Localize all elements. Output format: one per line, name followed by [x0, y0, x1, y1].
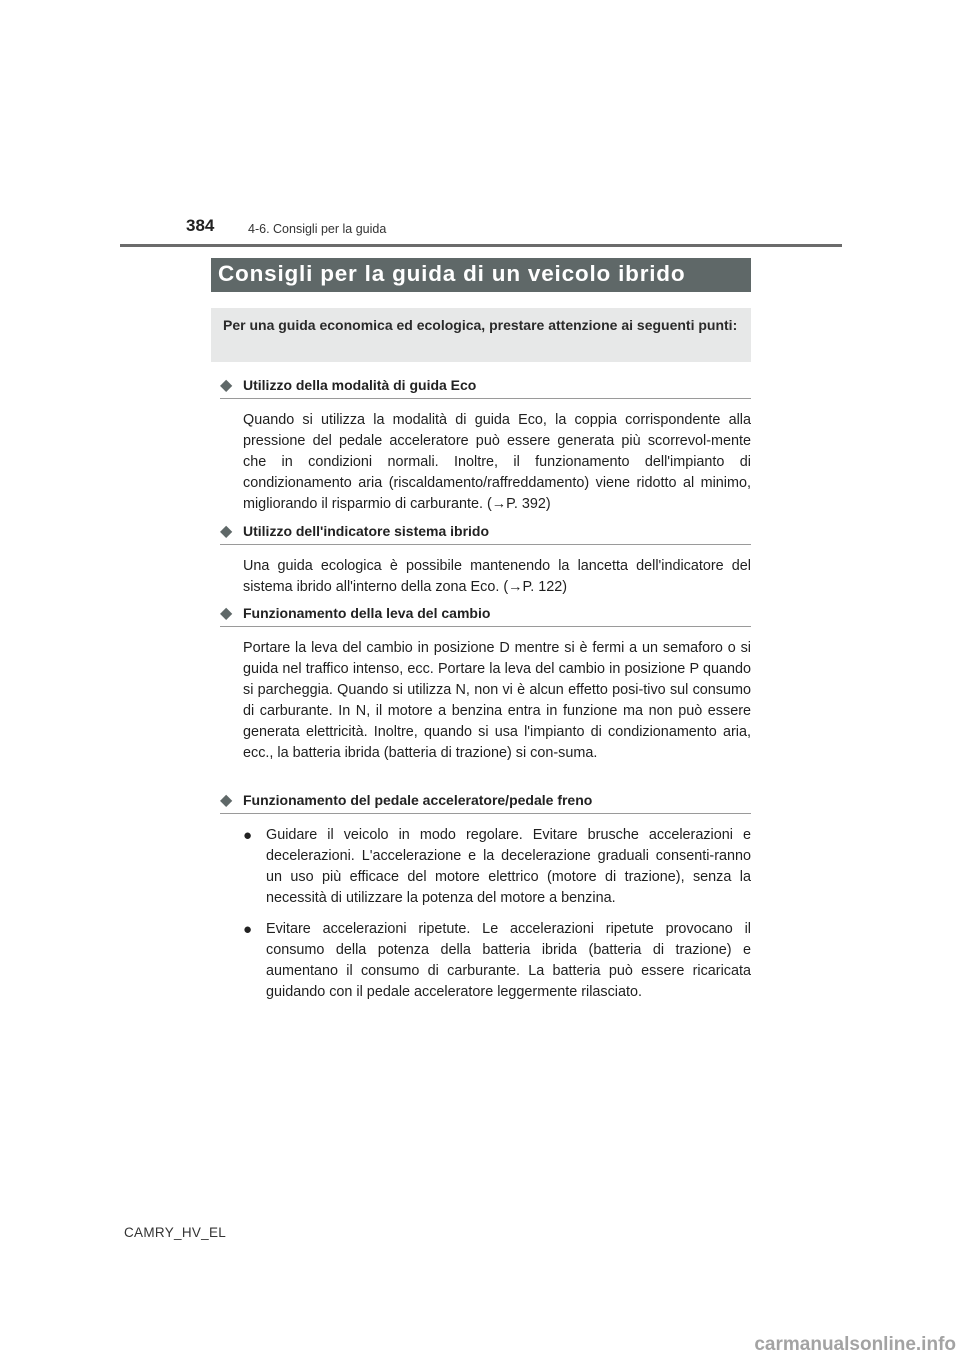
header-rule [120, 244, 842, 247]
section-body: Portare la leva del cambio in posizione D mentre si è fermi a un semaforo o si guida nel traffico intenso, ecc. Portare la leva del cambio in posizione P quando si parcheggia. Quando si utilizza N, non vi è alcun effetto posi-tivo sul consumo di carburante. In N, il motore a benzina entra in funzione ma non può essere generata elettricità. Inoltre, quando si usa l'impianto di condizionamento aria, ecc., la batteria ibrida (batteria di trazione) si con-suma. [243, 640, 751, 761]
section-hybrid-indicator [220, 521, 751, 598]
section-heading [220, 375, 751, 399]
list-item-text: Guidare il veicolo in modo regolare. Evitare brusche accelerazioni e decelerazioni. L'accelerazione e la decelerazione graduali consenti-ranno un uso più efficace del motore elettrico (motore di trazione), senza la necessità di utilizzare la potenza del motore a benzina. [266, 827, 751, 906]
section-heading [220, 790, 751, 814]
diamond-icon: ◆ [220, 792, 233, 809]
running-head: 4-6. Consigli per la guida [248, 222, 387, 236]
bullet-list [243, 825, 751, 1003]
section-pedals [220, 790, 751, 1003]
section-heading-text: Funzionamento della leva del cambio [243, 605, 491, 621]
section-heading-text: Utilizzo dell'indicatore sistema ibrido [243, 523, 490, 539]
section-heading [220, 603, 751, 627]
list-item [243, 825, 751, 909]
page-number: 384 [186, 216, 215, 235]
section-shift-lever [220, 603, 751, 764]
section-heading-text: Funzionamento del pedale acceleratore/pedale freno [243, 792, 593, 808]
list-item [243, 919, 751, 1003]
title-bar [211, 258, 751, 292]
section-heading [220, 521, 751, 545]
section-heading-text: Utilizzo della modalità di guida Eco [243, 377, 477, 393]
footer-code: CAMRY_HV_EL [124, 1225, 227, 1240]
list-item-text: Evitare accelerazioni ripetute. Le accelerazioni ripetute provocano il consumo della potenza della batteria ibrida (batteria di trazione) e aumentano il consumo di carburante. La batteria può essere ricaricata guidando con il pedale acceleratore leggermente rilasciato. [266, 921, 751, 1000]
watermark: carmanualsonline.info [754, 1334, 956, 1355]
diamond-icon: ◆ [220, 377, 233, 394]
bullet-icon: ● [243, 921, 253, 938]
diamond-icon: ◆ [220, 605, 233, 622]
intro-text: Per una guida economica ed ecologica, prestare attenzione ai seguenti punti: [223, 317, 738, 333]
bullet-icon: ● [243, 827, 253, 844]
diamond-icon: ◆ [220, 523, 233, 540]
section-eco-mode [220, 375, 751, 515]
section-body: Quando si utilizza la modalità di guida Eco, la coppia corrispondente alla pressione del pedale acceleratore può essere generata più scorrevol-mente che in condizioni normali. Inoltre, il funzionamento dell'impianto di condizionamento aria (riscaldamento/raffreddamento) viene ridotto al minimo, migliorando il risparmio di carburante. (→P. 392) [243, 412, 751, 512]
intro-box [211, 308, 751, 362]
page-title: Consigli per la guida di un veicolo ibrido [218, 261, 686, 286]
section-body: Una guida ecologica è possibile mantenendo la lancetta dell'indicatore del sistema ibrido all'interno della zona Eco. (→P. 122) [243, 558, 751, 595]
